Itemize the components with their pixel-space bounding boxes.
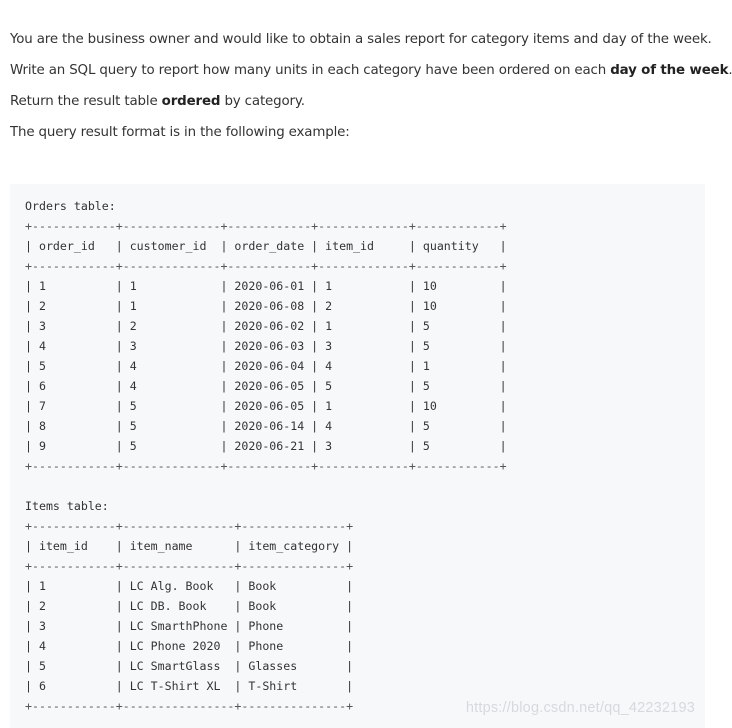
items-table-header: | item_id | item_name | item_category |	[25, 539, 354, 553]
items-table-row: | 6 | LC T-Shirt XL | T-Shirt |	[25, 679, 354, 693]
orders-table-row: | 9 | 5 | 2020-06-21 | 3 | 5 |	[25, 439, 507, 453]
items-table-border-bottom: +------------+----------------+---------------+	[25, 699, 354, 713]
intro-paragraph-4	[10, 124, 350, 142]
intro-text: The query result format is in the following example:	[10, 125, 350, 140]
intro-text-before: Write an SQL query to report how many units in each category have been ordered on each	[10, 63, 611, 78]
orders-table-border-bottom: +------------+--------------+------------+-------------+------------+	[25, 459, 507, 473]
orders-table-row: | 2 | 1 | 2020-06-08 | 2 | 10 |	[25, 299, 507, 313]
orders-table-row: | 1 | 1 | 2020-06-01 | 1 | 10 |	[25, 279, 507, 293]
intro-paragraph-3	[10, 93, 305, 111]
intro-paragraph-1	[10, 31, 712, 49]
orders-table-caption: Orders table:	[25, 199, 116, 213]
intro-text: You are the business owner and would like to obtain a sales report for category items and day of the week.	[10, 32, 712, 47]
orders-table-row: | 7 | 5 | 2020-06-05 | 1 | 10 |	[25, 399, 507, 413]
items-table-border-mid: +------------+----------------+---------------+	[25, 559, 354, 573]
blank-line	[25, 476, 507, 496]
orders-table-border-mid: +------------+--------------+------------+-------------+------------+	[25, 259, 507, 273]
source-watermark: https://blog.csdn.net/qq_42232193	[465, 700, 695, 716]
items-table-row: | 4 | LC Phone 2020 | Phone |	[25, 639, 354, 653]
orders-table-row: | 4 | 3 | 2020-06-03 | 3 | 5 |	[25, 339, 507, 353]
intro-text-after: by category.	[220, 94, 305, 109]
orders-table-row: | 8 | 5 | 2020-06-14 | 4 | 5 |	[25, 419, 507, 433]
items-table-caption: Items table:	[25, 499, 109, 513]
intro-bold-day-of-week: day of the week	[610, 63, 729, 78]
items-table-row: | 1 | LC Alg. Book | Book |	[25, 579, 354, 593]
example-code	[25, 196, 507, 716]
orders-table-row: | 6 | 4 | 2020-06-05 | 5 | 5 |	[25, 379, 507, 393]
intro-text-after	[728, 63, 732, 78]
items-table-row: | 3 | LC SmarthPhone | Phone |	[25, 619, 354, 633]
orders-table-row: | 5 | 4 | 2020-06-04 | 4 | 1 |	[25, 359, 507, 373]
intro-text-before: Return the result table	[10, 94, 162, 109]
example-code-block	[10, 184, 705, 728]
orders-table-border-top: +------------+--------------+------------+-------------+------------+	[25, 219, 507, 233]
items-table-border-top: +------------+----------------+---------------+	[25, 519, 354, 533]
orders-table-header: | order_id | customer_id | order_date | item_id | quantity |	[25, 239, 507, 253]
items-table-row: | 2 | LC DB. Book | Book |	[25, 599, 354, 613]
items-table-row: | 5 | LC SmartGlass | Glasses |	[25, 659, 354, 673]
intro-paragraph-2	[10, 62, 732, 80]
orders-table-row: | 3 | 2 | 2020-06-02 | 1 | 5 |	[25, 319, 507, 333]
intro-bold-ordered: ordered	[161, 94, 221, 109]
